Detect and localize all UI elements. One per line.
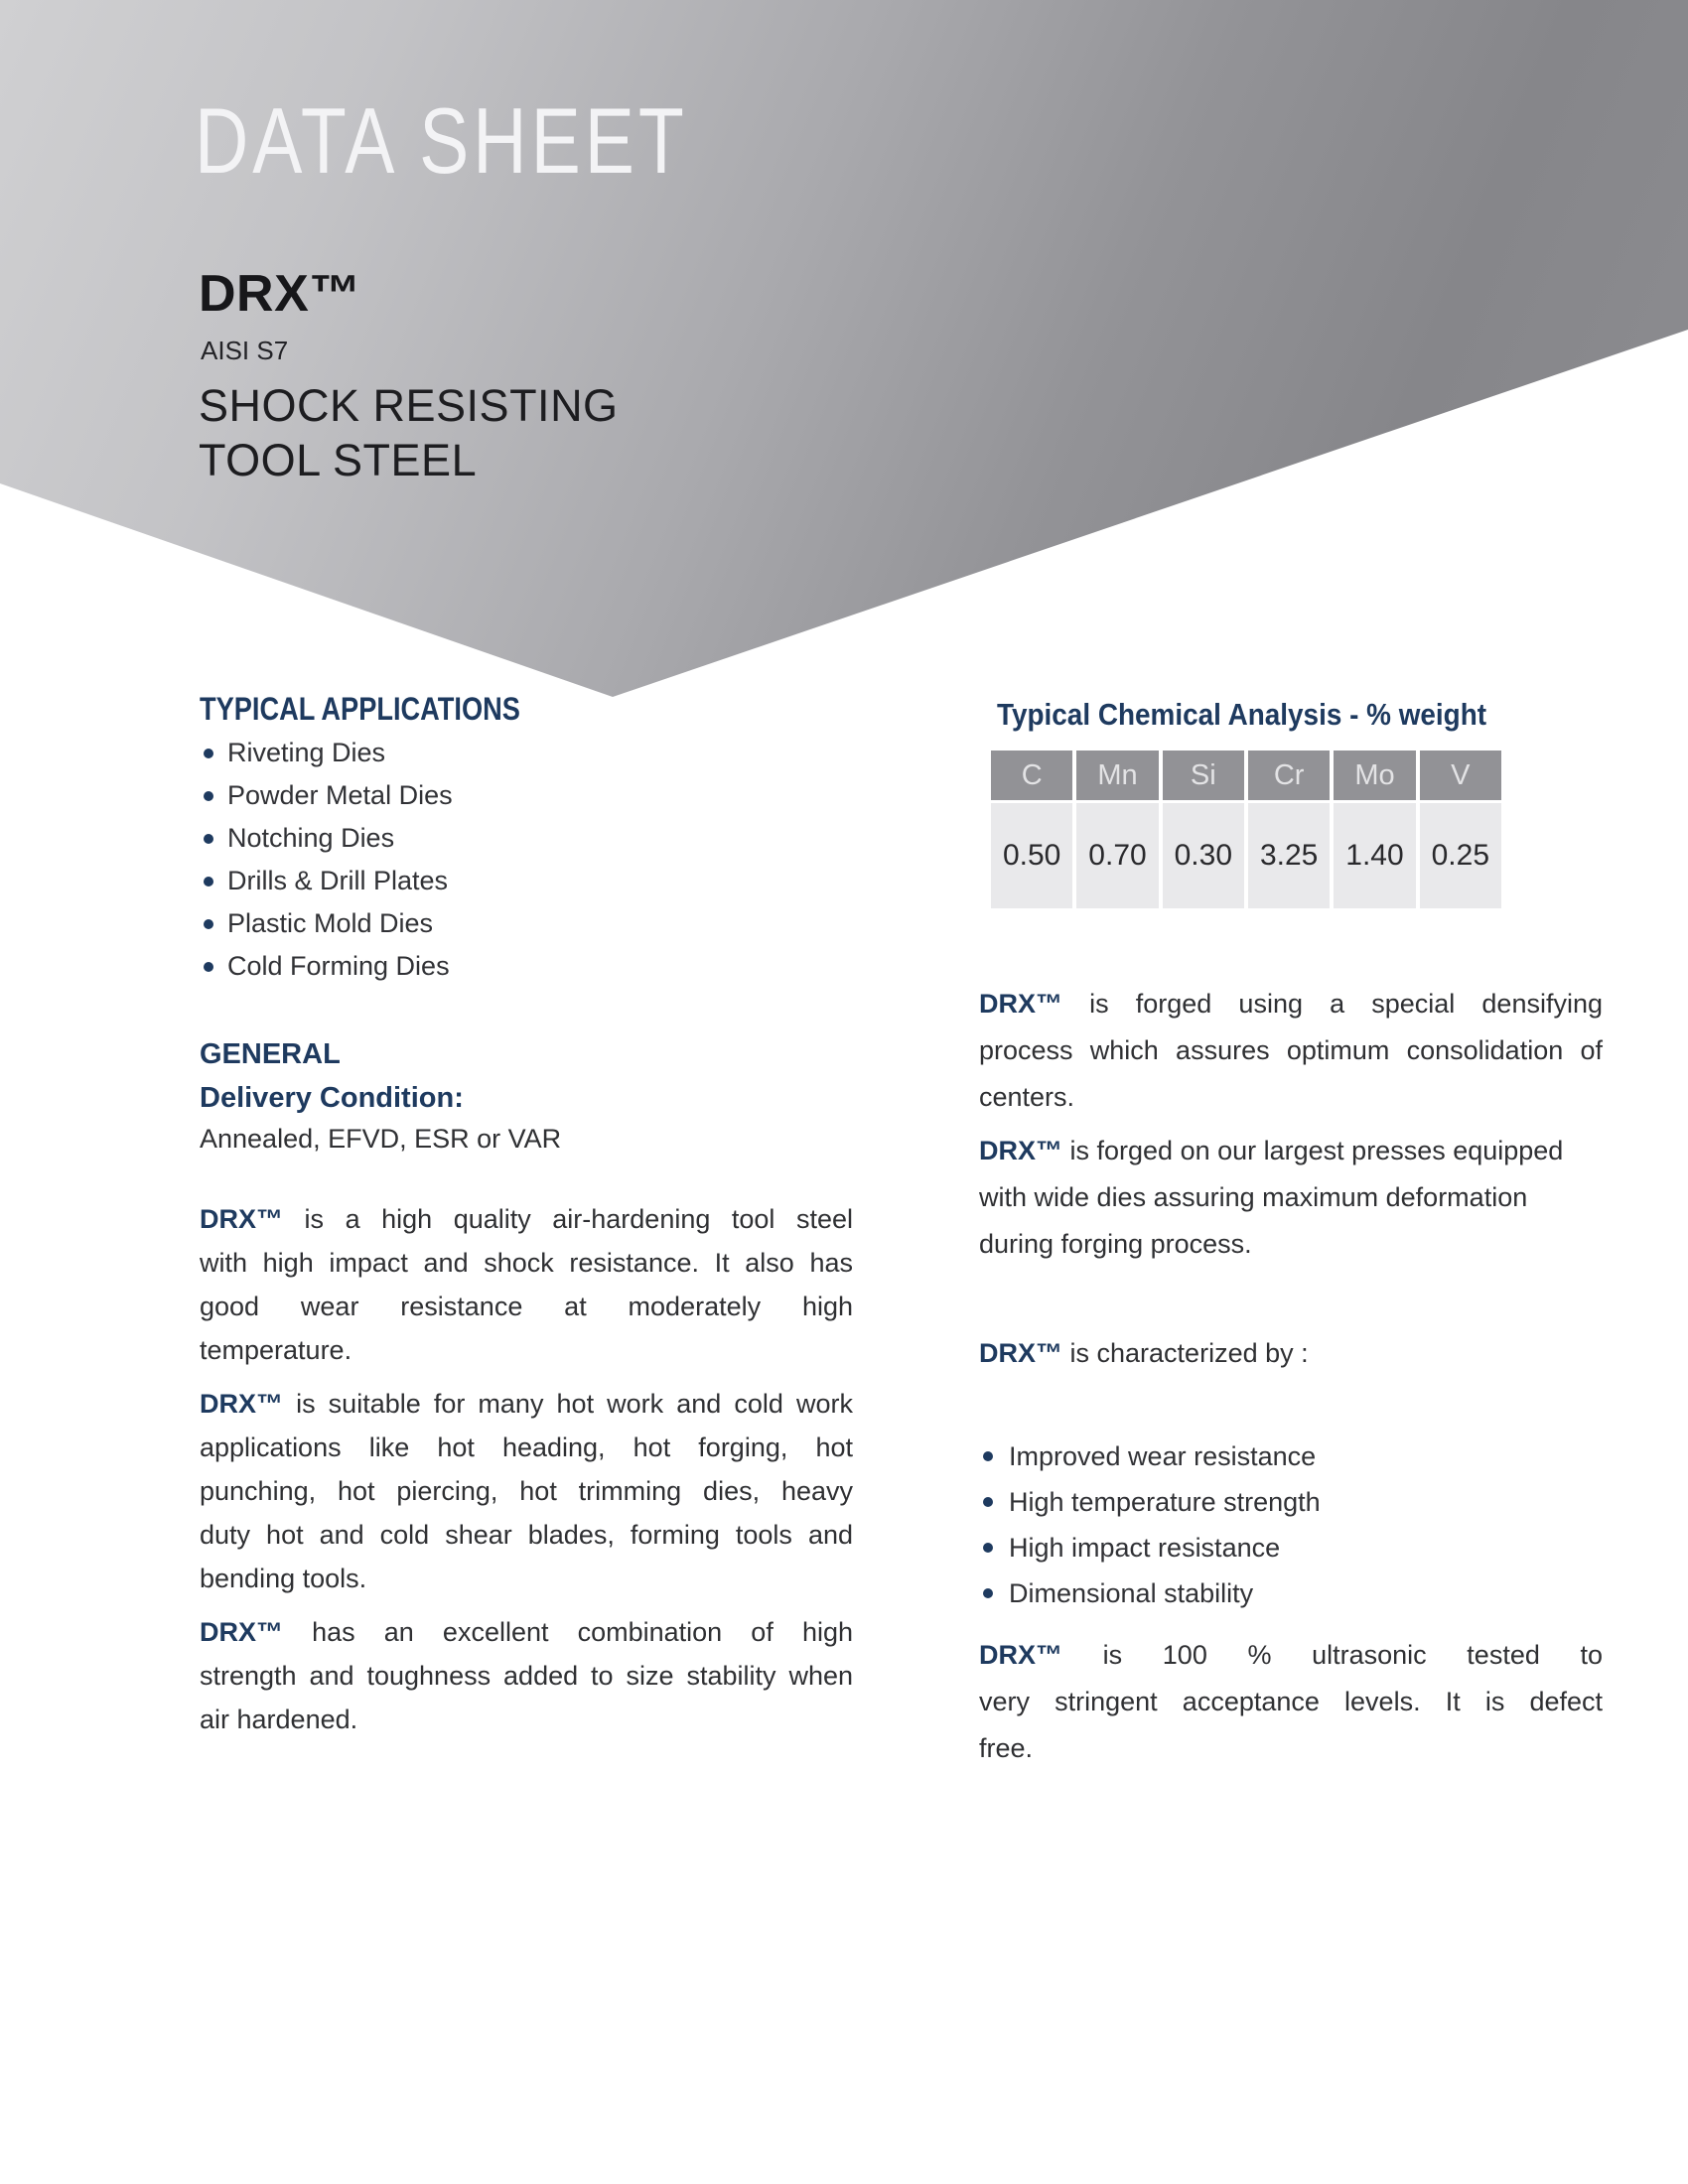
list-item-label: High temperature strength <box>1009 1487 1321 1517</box>
chem-column-header: Mn <box>1076 751 1158 800</box>
text-line: with high impact and shock resistance. It also has <box>200 1248 853 1278</box>
list-item-label: Dimensional stability <box>1009 1578 1254 1608</box>
text-line: duty hot and cold shear blades, forming tools and <box>200 1520 853 1550</box>
chem-value-cell: 0.30 <box>1163 803 1244 908</box>
text-line: strength and toughness added to size stability when <box>200 1661 853 1691</box>
text-line: centers. <box>979 1082 1075 1112</box>
product-name-inline: DRX™ <box>200 1389 284 1419</box>
text-line: temperature. <box>200 1335 352 1365</box>
chem-value-row <box>991 803 1501 908</box>
list-item <box>204 945 819 988</box>
bullet-dot-icon <box>983 1588 993 1598</box>
text-line: with wide dies assuring maximum deformation <box>979 1182 1528 1212</box>
chemical-analysis-heading: Typical Chemical Analysis - % weight <box>997 697 1487 732</box>
product-name-inline: DRX™ <box>979 1640 1063 1670</box>
bullet-dot-icon <box>204 919 213 929</box>
list-item-label: Improved wear resistance <box>1009 1441 1317 1471</box>
list-item-label: Riveting Dies <box>227 738 386 767</box>
list-item-label: Drills & Drill Plates <box>227 866 449 895</box>
paragraph-forging-1 <box>979 981 1603 1121</box>
chem-column-header: Si <box>1163 751 1244 800</box>
chem-value-cell: 3.25 <box>1248 803 1330 908</box>
paragraph-general-3 <box>200 1610 853 1741</box>
text-line: very stringent acceptance levels. It is defect <box>979 1687 1603 1716</box>
datasheet-title: DATA SHEET <box>195 88 688 193</box>
chem-column-header: Cr <box>1248 751 1330 800</box>
product-category-line1: SHOCK RESISTING <box>199 380 619 431</box>
list-item-label: High impact resistance <box>1009 1533 1281 1563</box>
chem-value-cell: 0.70 <box>1076 803 1158 908</box>
bullet-dot-icon <box>204 749 213 758</box>
list-item <box>204 817 819 860</box>
bullet-dot-icon <box>204 962 213 972</box>
bullet-dot-icon <box>204 834 213 844</box>
product-name-inline: DRX™ <box>979 1136 1063 1165</box>
chem-column-header: Mo <box>1334 751 1415 800</box>
text-line: bending tools. <box>200 1564 367 1593</box>
list-item <box>983 1479 1603 1525</box>
chem-column-header: V <box>1420 751 1501 800</box>
chemical-analysis-table <box>991 751 1501 908</box>
chem-value-cell: 1.40 <box>1334 803 1415 908</box>
list-item <box>983 1433 1603 1479</box>
product-name: DRX™ <box>199 265 361 323</box>
paragraph-general-2 <box>200 1382 853 1600</box>
text-line: DRX™ is suitable for many hot work and cold work <box>200 1389 853 1419</box>
product-name-inline: DRX™ <box>200 1617 284 1647</box>
paragraph-forging-2 <box>979 1128 1603 1268</box>
bullet-dot-icon <box>204 791 213 801</box>
general-heading: GENERAL <box>200 1038 341 1070</box>
text-line: DRX™ is a high quality air-hardening tool steel <box>200 1204 853 1234</box>
product-name-inline: DRX™ <box>979 989 1063 1019</box>
delivery-condition-label: Delivery Condition: <box>200 1082 464 1114</box>
list-item-label: Plastic Mold Dies <box>227 908 434 938</box>
text-line: DRX™ is forged on our largest presses equipped <box>979 1136 1564 1165</box>
text-line: punching, hot piercing, hot trimming dies, heavy <box>200 1476 853 1506</box>
applications-list <box>204 732 819 988</box>
chem-value-cell: 0.25 <box>1420 803 1501 908</box>
text-line: DRX™ is forged using a special densifying <box>979 989 1603 1019</box>
text-line: free. <box>979 1733 1034 1763</box>
list-item <box>983 1525 1603 1570</box>
features-list <box>983 1433 1603 1616</box>
applications-heading: TYPICAL APPLICATIONS <box>200 691 520 727</box>
product-standard: AISI S7 <box>201 336 289 365</box>
text-line: DRX™ has an excellent combination of high <box>200 1617 853 1647</box>
bullet-dot-icon <box>983 1451 993 1461</box>
product-category-line2: TOOL STEEL <box>199 435 478 485</box>
chem-value-cell: 0.50 <box>991 803 1072 908</box>
paragraph-general-1 <box>200 1197 853 1372</box>
text-line: process which assures optimum consolidation of <box>979 1035 1603 1065</box>
list-item <box>204 732 819 774</box>
list-item <box>204 902 819 945</box>
bullet-dot-icon <box>983 1497 993 1507</box>
list-item-label: Cold Forming Dies <box>227 951 450 981</box>
product-name-inline: DRX™ <box>979 1338 1063 1368</box>
list-item <box>983 1570 1603 1616</box>
text-line: good wear resistance at moderately high <box>200 1292 853 1321</box>
product-category <box>199 378 619 487</box>
text-line: DRX™ is characterized by : <box>979 1338 1309 1368</box>
delivery-condition-value: Annealed, EFVD, ESR or VAR <box>200 1124 562 1154</box>
chem-column-header: C <box>991 751 1072 800</box>
bullet-dot-icon <box>983 1543 993 1553</box>
text-line: during forging process. <box>979 1229 1252 1259</box>
list-item <box>204 860 819 902</box>
text-line: DRX™ is 100 % ultrasonic tested to <box>979 1640 1603 1670</box>
list-item-label: Powder Metal Dies <box>227 780 453 810</box>
bullet-dot-icon <box>204 877 213 887</box>
paragraph-characterized-by <box>979 1330 1603 1377</box>
chem-header-row <box>991 751 1501 800</box>
list-item <box>204 774 819 817</box>
product-name-inline: DRX™ <box>200 1204 284 1234</box>
paragraph-ultrasonic <box>979 1632 1603 1772</box>
list-item-label: Notching Dies <box>227 823 395 853</box>
text-line: applications like hot heading, hot forging, hot <box>200 1433 853 1462</box>
text-line: air hardened. <box>200 1705 358 1734</box>
